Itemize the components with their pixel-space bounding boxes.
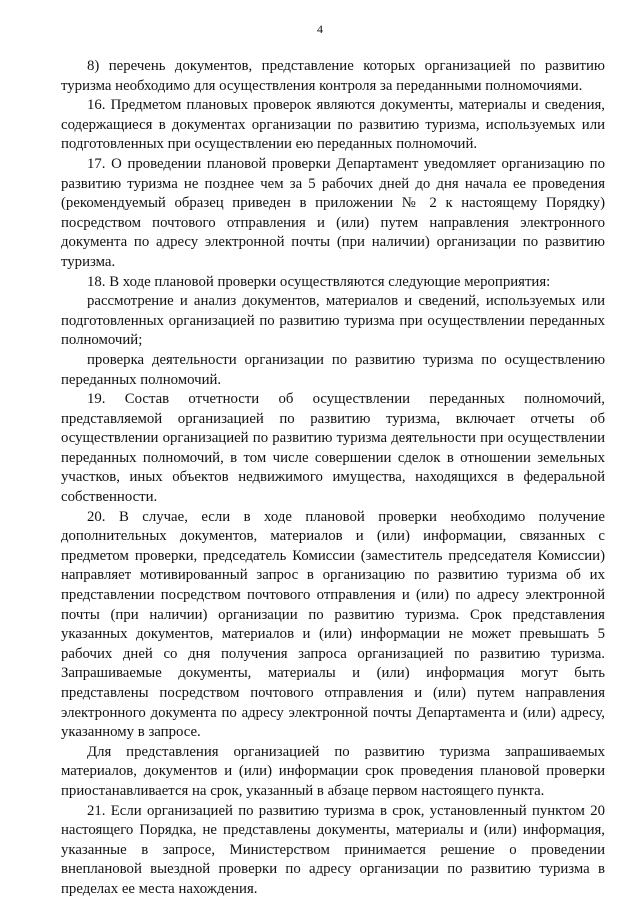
paragraph-18-item-2: проверка деятельности организации по развитию туризма по осуществлению переданных полномочий. (61, 351, 605, 388)
paragraph-18-item-1: рассмотрение и анализ документов, материалов и сведений, используемых или подготовленных организацией по развитию туризма при осуществлении переданных полномочий; (61, 293, 605, 349)
page-number: 4 (317, 22, 323, 36)
paragraph-item-8: 8) перечень документов, представление которых организацией по развитию туризма необходимо для осуществления контроля за переданными полномочиями. (61, 58, 605, 94)
paragraph-20-continuation: Для представления организацией по развитию туризма запрашиваемых материалов, документов и (или) информации срок проведения плановой проверки приостанавливается на срок, указанный в абзаце первом настоящего пункта. (61, 743, 605, 799)
document-body (61, 57, 605, 900)
paragraph-17: 17. О проведении плановой проверки Департамент уведомляет организацию по развитию туризма не позднее чем за 5 рабочих дней до дня начала ее проведения (рекомендуемый образец приведен в приложении № 2 к настоящему Порядку) посредством почтового отправления и (или) путем направления электронного документа по адресу электронной почты (при наличии) организации по развитию туризма. (61, 155, 605, 270)
paragraph-21: 21. Если организацией по развитию туризма в срок, установленный пунктом 20 настоящего Порядка, не представлены документы, материалы и (или) информация, указанные в запросе, Министерством принимается решение о проведении внеплановой выездной проверки по адресу организации по развитию туризма в пределах ее места нахождения. (61, 802, 605, 897)
paragraph-19: 19. Состав отчетности об осуществлении переданных полномочий, представляемой организацией по развитию туризма, включает отчеты об осуществлении организацией по развитию туризма деятельности при осуществлении переданных полномочий, в том числе совершении сделок в отношении земельных участков, иных объектов недвижимого имущества, находящихся в федеральной собственности. (61, 391, 605, 506)
paragraph-18: 18. В ходе плановой проверки осуществляются следующие мероприятия: (87, 273, 551, 290)
paragraph-16: 16. Предметом плановых проверок являются документы, материалы и сведения, содержащиеся в документах организации по развитию туризма, используемых или подготовленных при осуществлении ею переданных полномочий. (61, 97, 605, 153)
paragraph-20: 20. В случае, если в ходе плановой проверки необходимо получение дополнительных документов, материалов и (или) информации, связанных с предметом проверки, председатель Комиссии (заместитель председателя Комиссии) направляет мотивированный запрос в организацию по развитию туризма об их представлении посредством почтового отправления и (или) по адресу электронной почты (при наличии) организации по развитию туризма. Срок представления указанных документов, материалов и (или) информации не может превышать 5 рабочих дней со дня получения запроса организацией по развитию туризма. Запрашиваемые документы, материалы и (или) информация могут быть представлены посредством почтового отправления и (или) путем направления электронного документа по адресу электронной почты Департамента и (или) адресу, указанному в запросе. (61, 508, 605, 741)
